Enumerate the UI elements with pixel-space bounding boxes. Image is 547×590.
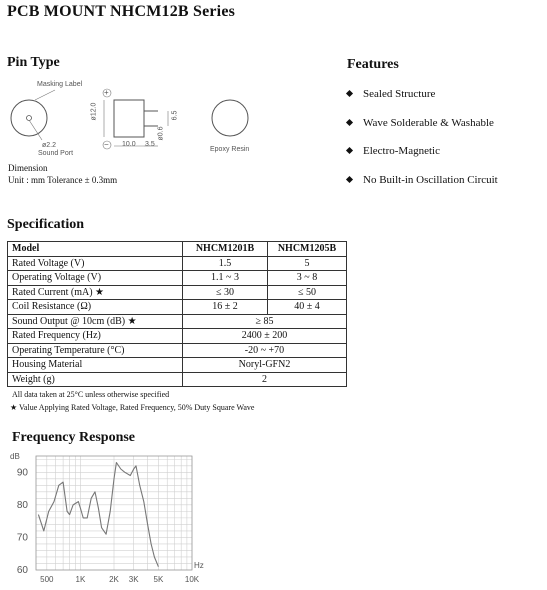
- header-model-b: NHCM1205B: [268, 242, 347, 257]
- pin-type-heading: Pin Type: [7, 55, 60, 70]
- x-tick-label: 1K: [75, 575, 86, 584]
- table-row: Operating Temperature (°C) -20 ~ +70: [8, 343, 347, 358]
- table-row: Coil Resistance (Ω) 16 ± 2 40 ± 4: [8, 300, 347, 315]
- x-tick-label: 10K: [184, 575, 200, 584]
- response-curve-line: [38, 463, 158, 567]
- table-row: Rated Current (mA) ★ ≤ 30 ≤ 50: [8, 285, 347, 300]
- features-heading: Features: [347, 57, 399, 72]
- frequency-response-chart: [0, 448, 220, 588]
- masking-label-text: Masking Label: [37, 81, 83, 88]
- x-tick-label: 3K: [128, 575, 139, 584]
- spec-note-star: ★ Value Applying Rated Voltage, Rated Frequency, 50% Duty Square Wave: [10, 403, 255, 412]
- spec-note-temperature: All data taken at 25°C unless otherwise specified: [12, 390, 170, 399]
- bullet-icon: [346, 176, 353, 183]
- bullet-icon: [346, 119, 353, 126]
- dimension-label: Dimension: [8, 163, 48, 173]
- specification-table: [7, 241, 347, 387]
- buzzer-front-outline: [11, 100, 47, 136]
- y-axis-label: dB: [10, 452, 20, 461]
- sound-port-hole: [27, 116, 32, 121]
- table-row: Operating Voltage (V) 1.1 ~ 3 3 ~ 8: [8, 271, 347, 286]
- epoxy-resin-label: Epoxy Resin: [210, 146, 250, 153]
- page-title: PCB MOUNT NHCM12B Series: [7, 3, 236, 20]
- table-row: Rated Voltage (V) 1.5 5: [8, 256, 347, 271]
- sound-port-diameter: ø2.2: [42, 142, 57, 149]
- table-header-row: [8, 242, 347, 257]
- feature-item: Wave Solderable & Washable: [347, 117, 494, 129]
- table-row: Weight (g) 2: [8, 372, 347, 387]
- table-row: Housing Material Noryl-GFN2: [8, 358, 347, 373]
- y-tick-label: 80: [16, 499, 28, 511]
- y-tick-label: 70: [16, 532, 28, 544]
- sound-port-label: Sound Port: [38, 150, 74, 157]
- x-tick-label: 5K: [153, 575, 164, 584]
- length-3-5-label: 3.5: [145, 141, 155, 148]
- feature-item: Electro-Magnetic: [347, 145, 440, 157]
- table-row: Rated Frequency (Hz) 2400 ± 200: [8, 329, 347, 344]
- specification-heading: Specification: [7, 217, 84, 232]
- buzzer-bottom-outline: [212, 100, 248, 136]
- diameter-12-label: ø12.0: [90, 102, 98, 121]
- frequency-response-heading: Frequency Response: [12, 430, 136, 445]
- table-row: Sound Output @ 10cm (dB) ★ ≥ 85: [8, 314, 347, 329]
- feature-item: No Built-in Oscillation Circuit: [347, 174, 498, 186]
- x-axis-label: Hz: [194, 561, 204, 570]
- y-tick-label: 90: [16, 467, 28, 479]
- height-6-5-label: 6.5: [171, 110, 179, 121]
- x-tick-label: 2K: [109, 575, 119, 584]
- unit-tolerance-label: Unit : mm Tolerance ± 0.3mm: [8, 175, 118, 185]
- y-tick-label: 60: [16, 565, 28, 576]
- feature-item: Sealed Structure: [347, 88, 435, 100]
- length-10-label: 10.0: [122, 141, 136, 148]
- minus-label: −: [104, 140, 109, 149]
- header-model: Model: [8, 242, 183, 257]
- header-model-a: NHCM1201B: [183, 242, 268, 257]
- pin-diameter-label: ø0.6: [157, 126, 165, 141]
- bullet-icon: [346, 90, 353, 97]
- bullet-icon: [346, 147, 353, 154]
- x-tick-label: 500: [40, 575, 54, 584]
- buzzer-side-outline: [114, 100, 144, 137]
- plus-label: +: [104, 88, 109, 97]
